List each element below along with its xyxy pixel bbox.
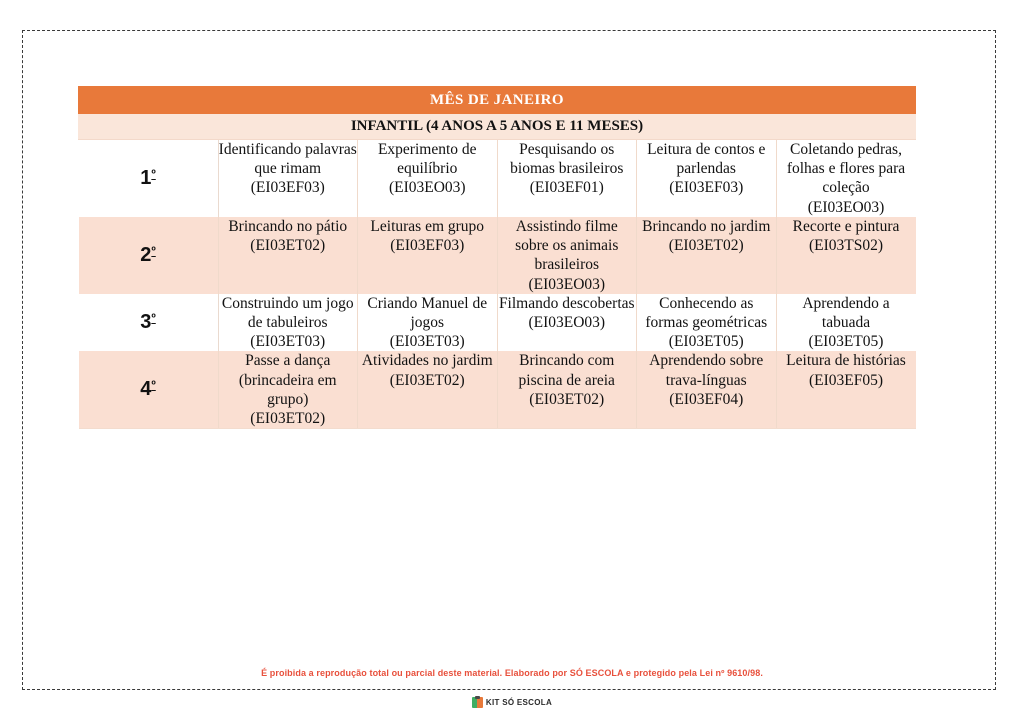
week-number-value: 2 [140,243,152,266]
activity-code: (EI03EF03) [250,179,325,197]
activity-cell [358,140,498,217]
ordinal-indicator: º [151,311,156,326]
brand-name: KIT SÓ ESCOLA [485,697,553,707]
activity-cell [637,351,777,428]
activity-code: (EI03EO03) [807,198,885,216]
activity-code: (EI03ET02) [668,237,744,255]
activity-title: Brincando no jardim [642,217,771,235]
activity-cell [497,351,637,428]
activity-title: Aprendendo a tabuada [802,294,890,331]
table-row [79,294,916,352]
activity-title: Pesquisando os biomas brasileiros [510,141,624,178]
activity-code: (EI03ET03) [389,333,465,351]
week-number-value: 1 [140,166,152,189]
activity-code: (EI03ET02) [250,410,326,428]
copyright-notice: É proibida a reprodução total ou parcial deste material. Elaborado por SÓ ESCOLA e protegido pela Lei nº 9610/98. [261,668,763,678]
activity-cell [218,140,358,217]
activity-cell [776,140,916,217]
week-number-1 [79,140,219,217]
table-row [79,351,916,428]
activity-cell [637,217,777,294]
activity-title: Filmando descobertas [498,294,635,312]
activity-cell [358,217,498,294]
activity-cell [776,217,916,294]
activity-code: (EI03ET02) [250,237,326,255]
table-header-segment-row [79,114,916,140]
activity-title: Criando Manuel de jogos [367,294,488,331]
table-row [79,140,916,217]
activity-title: Leitura de histórias [786,352,906,370]
activity-cell [358,294,498,352]
activity-code: (EI03ET03) [250,333,326,351]
activity-code: (EI03EF01) [529,179,604,197]
activity-cell [637,140,777,217]
activity-title: Brincando com piscina de areia [518,352,615,389]
ordinal-indicator: º [151,166,156,181]
activity-cell [776,351,916,428]
activity-title: Passe a dança (brincadeira em grupo) [238,352,337,408]
activity-title: Leitura de contos e parlendas [647,141,766,178]
segment-title: INFANTIL (4 ANOS A 5 ANOS E 11 MESES) [79,114,916,140]
month-title: MÊS DE JANEIRO [79,87,916,114]
activity-code: (EI03ET05) [668,333,744,351]
ordinal-indicator: º [151,243,156,258]
activity-title: Conhecendo as formas geométricas [645,294,768,331]
ordinal-indicator: º [151,378,156,393]
monthly-activity-planner-table [78,86,916,429]
activity-code: (EI03ET05) [808,333,884,351]
activity-title: Identificando palavras que rimam [218,141,357,178]
activity-code: (EI03ET02) [529,390,605,408]
activity-code: (EI03EO03) [528,275,606,293]
week-number-4 [79,351,219,428]
table-header-month-row [79,87,916,114]
week-number-3 [79,294,219,352]
activity-title: Coletando pedras, folhas e flores para coleção [786,141,906,197]
activity-cell [218,217,358,294]
activity-code: (EI03EO03) [528,313,606,331]
activity-cell [497,140,637,217]
activity-code: (EI03EF03) [669,179,744,197]
week-number-value: 4 [140,378,152,401]
activity-cell [218,294,358,352]
activity-cell [776,294,916,352]
activity-title: Recorte e pintura [792,217,900,235]
activity-cell [497,217,637,294]
activity-cell [637,294,777,352]
week-number-2 [79,217,219,294]
activity-code: (EI03TS02) [808,237,884,255]
activity-code: (EI03ET02) [389,371,465,389]
activity-code: (EI03EF03) [390,237,465,255]
activity-title: Aprendendo sobre trava-línguas [649,352,764,389]
activity-title: Brincando no pátio [228,217,348,235]
activity-code: (EI03EF05) [808,371,884,389]
activity-title: Experimento de equilíbrio [377,141,477,178]
week-number-value: 3 [140,311,152,334]
activity-title: Atividades no jardim [361,352,493,370]
activity-title: Assistindo filme sobre os animais brasileiros [515,217,619,274]
activity-code: (EI03EO03) [388,179,466,197]
brand-logo [0,696,1024,708]
activity-cell [358,351,498,428]
activity-title: Construindo um jogo de tabuleiros [221,294,354,331]
table-row [79,217,916,294]
activity-cell [497,294,637,352]
activity-title: Leituras em grupo [370,217,485,235]
activity-cell [218,351,358,428]
book-icon [472,696,483,708]
activity-code: (EI03EF04) [669,390,744,408]
